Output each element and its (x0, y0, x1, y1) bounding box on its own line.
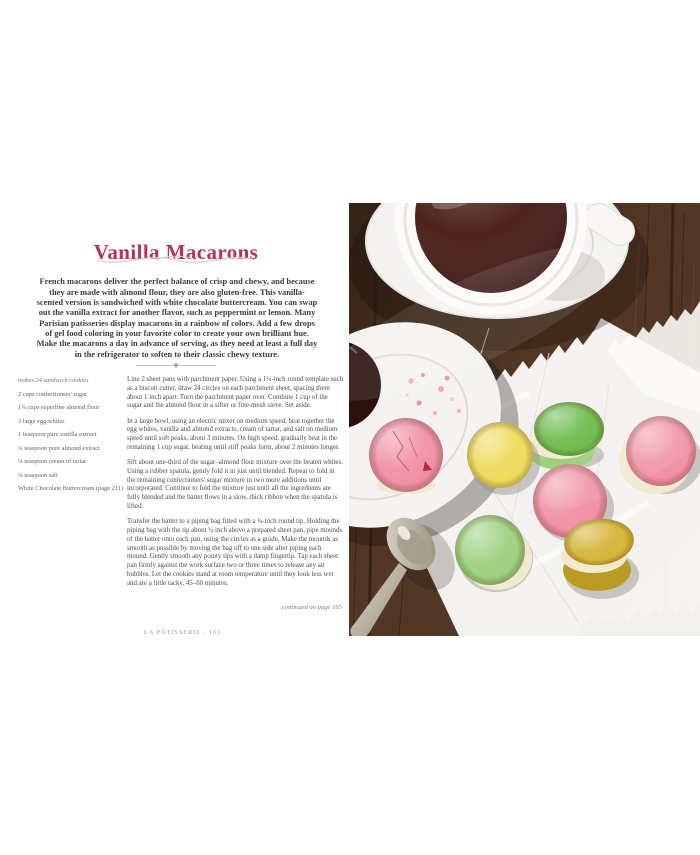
ingredient-item: 2 cups confectioners' sugar (18, 390, 88, 398)
section-divider-ornament (136, 362, 216, 368)
instruction-paragraph: In a large bowl, using an electric mixer on medium speed, beat together the egg whites, vanilla and almond extracts, cream of tartar, and salt on medium speed until soft peaks, about 3 minutes. On high speed, gradually beat in the remaining 1 cup sugar, beating until stiff peaks form, about 2 minutes longer. (127, 417, 340, 451)
ingredient-item: White Chocolate Buttercream (page 211) (18, 485, 124, 493)
cookbook-left-page (0, 0, 349, 855)
ingredient-item: 1 teaspoon pure vanilla extract (18, 431, 97, 439)
ingredient-item: 3 large egg whites (18, 417, 65, 425)
ingredient-item: ¼ teaspoon cream of tartar (18, 458, 87, 466)
divider-gem-icon (173, 362, 179, 368)
cracked-macaron (369, 418, 443, 494)
ingredients-list (18, 377, 124, 499)
instruction-paragraph: Line 2 sheet pans with parchment paper. Using a 1¼-inch round template such as a biscuit cutter, draw 24 circles on each parchment sheet, spacing them about 1 inch apart. Turn the parchment paper over. Combine 1 cup of the sugar and the almond flour in a sifter or fine-mesh sieve. Set aside. (127, 376, 344, 410)
ingredient-item: ¼ teaspoon pure almond extract (18, 444, 100, 452)
continued-note: continued on page 165 (281, 604, 342, 611)
photo-macarons (349, 203, 700, 636)
running-footer: LA PÂTISSERIE · 162 (144, 629, 222, 636)
ingredient-item: 1¾ cups superfine almond flour (18, 404, 100, 412)
recipe-title: Vanilla Macarons (93, 240, 259, 265)
ingredient-item: ¼ teaspoon salt (18, 471, 58, 479)
instruction-paragraph: Sift about one-third of the sugar–almond flour mixture over the beaten whites. Using a rubber spatula, gently fold it in just until blended. Repeat to fold in the remaining confectioners' sugar mixture in two more additions until incorporated. Continue to fold the mixture just until all the ingredients are fully blended and the batter flows in a slow, thick ribbon when the spatula is lifted. (127, 459, 343, 510)
instructions (127, 376, 344, 595)
yield-note: makes 24 sandwich cookies (18, 377, 89, 384)
flourish-ornament-icon (94, 251, 258, 267)
instruction-paragraph: Transfer the batter to a piping bag fitted with a ¾-inch round tip. Holding the piping bag with the tip about ½ inch above a prepared sheet pan, pipe mounds of the batter onto each pan, using the circles as a guide. Make the mounds as smooth as possible by moving the bag off to one side after piping each mound. Gently smooth any pointy tips with a damp fingertip. Tap each sheet pan firmly against the work surface two or three times to release any air bubbles. Let the cookies stand at room temperature until they look less wet and are a little tacky, 45–60 minutes. (127, 518, 343, 587)
recipe-intro: French macarons deliver the perfect balance of crisp and chewy, and because they are made with almond flour, they are also gluten-free. This vanilla-scented version is sandwiched with white chocolate buttercream. You can swap out the vanilla extract for another flavor, such as peppermint or lemon. Many Parisian patisseries display macarons in a rainbow of colors. Add a few drops of gel food coloring in your favorite color to create your own brilliant hue. Make the macarons a day in advance of serving, as they need at least a full day in the refrigerator to soften to their classic chewy texture. (36, 277, 318, 359)
